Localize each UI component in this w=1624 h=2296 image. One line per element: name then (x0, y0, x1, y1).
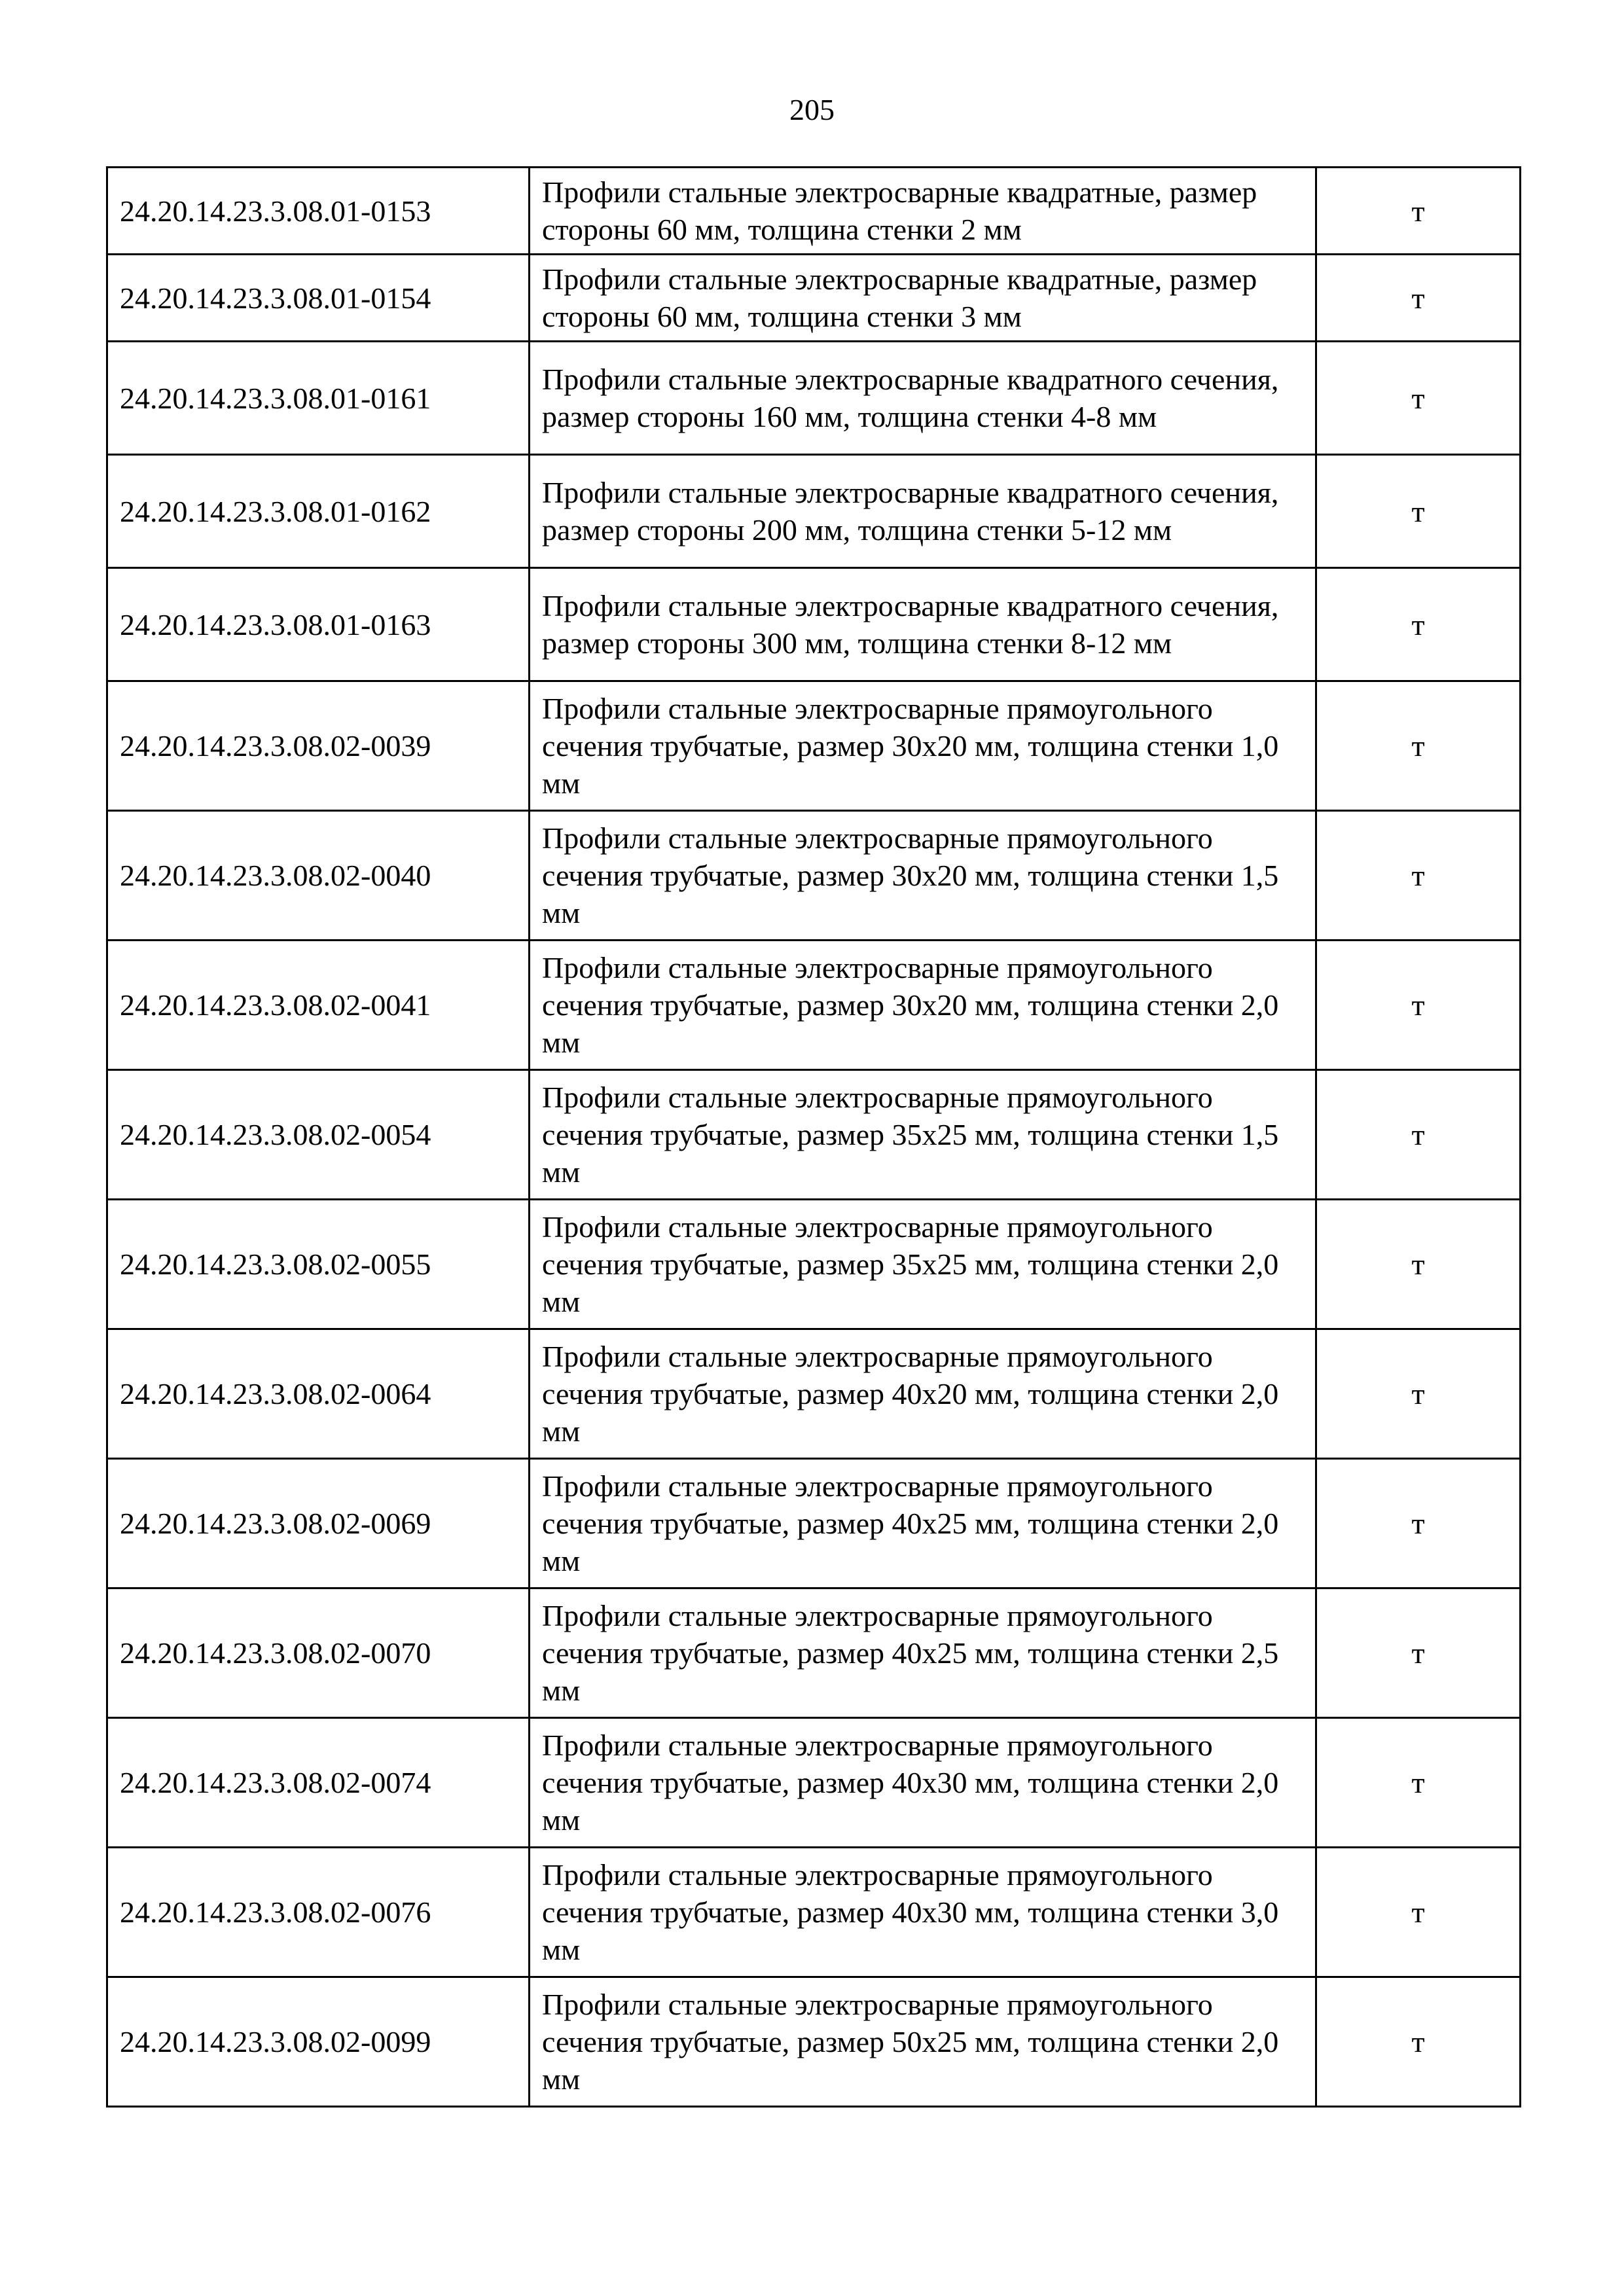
resource-unit: т (1316, 568, 1521, 681)
table-row (107, 1588, 1521, 1718)
resource-code: 24.20.14.23.3.08.02-0069 (107, 1459, 530, 1588)
resource-unit: т (1316, 1718, 1521, 1848)
table-row (107, 1200, 1521, 1329)
resource-unit: т (1316, 1977, 1521, 2107)
resource-name: Профили стальные электросварные прямоугольного сечения трубчатые, размер 40x25 мм, толщина стенки 2,0 мм (530, 1459, 1316, 1588)
resource-name: Профили стальные электросварные прямоугольного сечения трубчатые, размер 35x25 мм, толщина стенки 2,0 мм (530, 1200, 1316, 1329)
table-row (107, 568, 1521, 681)
resource-unit: т (1316, 1070, 1521, 1200)
resource-name: Профили стальные электросварные прямоугольного сечения трубчатые, размер 30x20 мм, толщина стенки 2,0 мм (530, 941, 1316, 1070)
resource-code: 24.20.14.23.3.08.02-0076 (107, 1848, 530, 1977)
resource-name: Профили стальные электросварные квадратные, размер стороны 60 мм, толщина стенки 3 мм (530, 255, 1316, 342)
page-number: 205 (789, 93, 835, 126)
resource-code: 24.20.14.23.3.08.01-0153 (107, 168, 530, 255)
table-row (107, 455, 1521, 568)
resource-code: 24.20.14.23.3.08.02-0074 (107, 1718, 530, 1848)
table-row (107, 681, 1521, 811)
resource-code: 24.20.14.23.3.08.02-0055 (107, 1200, 530, 1329)
resource-name: Профили стальные электросварные прямоугольного сечения трубчатые, размер 50x25 мм, толщина стенки 2,0 мм (530, 1977, 1316, 2107)
table-row (107, 1329, 1521, 1459)
resource-unit: т (1316, 1459, 1521, 1588)
table-row (107, 1977, 1521, 2107)
resource-code: 24.20.14.23.3.08.01-0161 (107, 342, 530, 455)
resource-code: 24.20.14.23.3.08.02-0054 (107, 1070, 530, 1200)
table-row (107, 1848, 1521, 1977)
resource-unit: т (1316, 342, 1521, 455)
resource-unit: т (1316, 811, 1521, 941)
resource-name: Профили стальные электросварные прямоугольного сечения трубчатые, размер 40x30 мм, толщина стенки 3,0 мм (530, 1848, 1316, 1977)
resource-name: Профили стальные электросварные прямоугольного сечения трубчатые, размер 40x25 мм, толщина стенки 2,5 мм (530, 1588, 1316, 1718)
resource-code: 24.20.14.23.3.08.02-0041 (107, 941, 530, 1070)
table-row (107, 1718, 1521, 1848)
resource-unit: т (1316, 1200, 1521, 1329)
resource-unit: т (1316, 941, 1521, 1070)
resource-name: Профили стальные электросварные прямоугольного сечения трубчатые, размер 35x25 мм, толщина стенки 1,5 мм (530, 1070, 1316, 1200)
resource-code: 24.20.14.23.3.08.01-0162 (107, 455, 530, 568)
table-row (107, 168, 1521, 255)
table-row (107, 255, 1521, 342)
resource-unit: т (1316, 255, 1521, 342)
resource-table (106, 166, 1521, 2108)
resource-name: Профили стальные электросварные прямоугольного сечения трубчатые, размер 40x30 мм, толщина стенки 2,0 мм (530, 1718, 1316, 1848)
resource-name: Профили стальные электросварные прямоугольного сечения трубчатые, размер 30x20 мм, толщина стенки 1,0 мм (530, 681, 1316, 811)
resource-code: 24.20.14.23.3.08.01-0163 (107, 568, 530, 681)
table-row (107, 1070, 1521, 1200)
resource-name: Профили стальные электросварные прямоугольного сечения трубчатые, размер 40x20 мм, толщина стенки 2,0 мм (530, 1329, 1316, 1459)
resource-name: Профили стальные электросварные квадратные, размер стороны 60 мм, толщина стенки 2 мм (530, 168, 1316, 255)
resource-code: 24.20.14.23.3.08.01-0154 (107, 255, 530, 342)
resource-name: Профили стальные электросварные квадратного сечения, размер стороны 160 мм, толщина стенки 4-8 мм (530, 342, 1316, 455)
resource-code: 24.20.14.23.3.08.02-0039 (107, 681, 530, 811)
table-row (107, 811, 1521, 941)
resource-code: 24.20.14.23.3.08.02-0064 (107, 1329, 530, 1459)
resource-unit: т (1316, 168, 1521, 255)
resource-unit: т (1316, 1848, 1521, 1977)
resource-name: Профили стальные электросварные квадратного сечения, размер стороны 200 мм, толщина стенки 5-12 мм (530, 455, 1316, 568)
resource-unit: т (1316, 1588, 1521, 1718)
resource-code: 24.20.14.23.3.08.02-0070 (107, 1588, 530, 1718)
resource-name: Профили стальные электросварные прямоугольного сечения трубчатые, размер 30x20 мм, толщина стенки 1,5 мм (530, 811, 1316, 941)
resource-code: 24.20.14.23.3.08.02-0099 (107, 1977, 530, 2107)
table-row (107, 342, 1521, 455)
table-row (107, 941, 1521, 1070)
resource-unit: т (1316, 455, 1521, 568)
resource-unit: т (1316, 1329, 1521, 1459)
resource-name: Профили стальные электросварные квадратного сечения, размер стороны 300 мм, толщина стенки 8-12 мм (530, 568, 1316, 681)
table-row (107, 1459, 1521, 1588)
resource-code: 24.20.14.23.3.08.02-0040 (107, 811, 530, 941)
resource-unit: т (1316, 681, 1521, 811)
